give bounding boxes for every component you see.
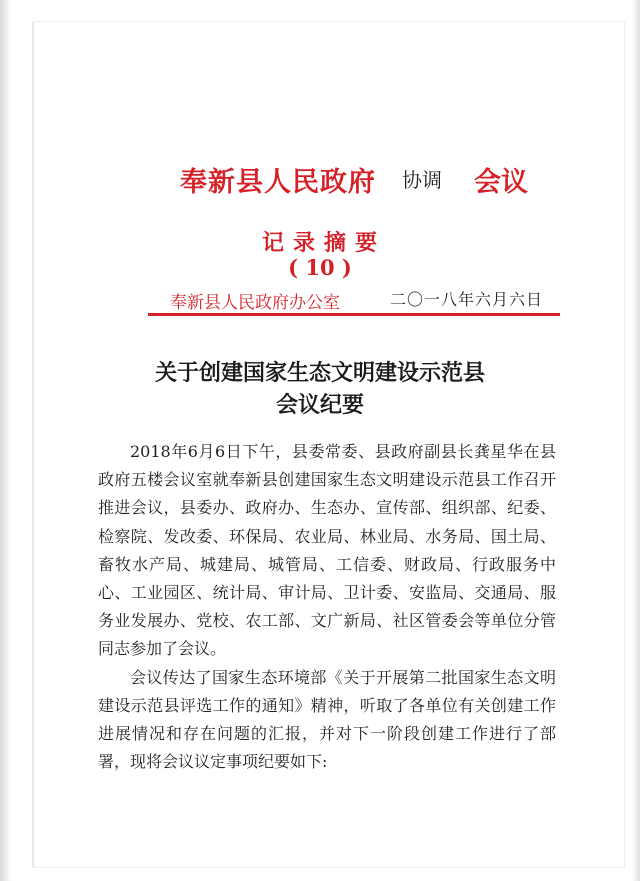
record-title: 记录摘要: [261, 230, 386, 256]
paragraph: 2018年6月6日下午，县委常委、县政府副县长龚星华在县政府五楼会议室就奉新县创建国家生态文明建设示范县工作召开推进会议，县委办、政府办、生态办、宣传部、组织部、纪委、检察院、发改委、环保局、农业局、林业局、水务局、国土局、畜牧水产局、城建局、城管局、工信委、财政局、行政服务中心、工业园区、统计局、审计局、卫计委、安监局、交通局、服务业发展办、党校、农工部、文广新局、社区管委会等单位分管同志参加了会议。: [98, 442, 556, 659]
document-body: [98, 438, 556, 776]
scan-edge-right: [632, 0, 640, 881]
header-org: 奉新县人民政府: [180, 167, 376, 198]
record-number: ( 10 ): [288, 255, 352, 280]
paragraph: 会议传达了国家生态环境部《关于开展第二批国家生态文明建设示范县评选工作的通知》精神，听取了各单位有关创建工作进展情况和存在问题的汇报，并对下一阶段创建工作进行了部署，现将会议议定事项纪要如下:: [98, 667, 556, 772]
red-header: [0, 150, 640, 206]
scan-edge-left: [0, 0, 12, 881]
document-title-line1: 关于创建国家生态文明建设示范县: [154, 360, 485, 386]
header-meeting-suffix: 会议: [474, 167, 528, 198]
issue-date: 二〇一八年六月六日: [390, 290, 544, 309]
document-title-line2: 会议纪要: [275, 392, 364, 418]
header-meeting-kind: 协调: [402, 168, 442, 192]
red-divider-line: [148, 313, 560, 316]
issuer-office: 奉新县人民政府办公室: [170, 293, 340, 313]
